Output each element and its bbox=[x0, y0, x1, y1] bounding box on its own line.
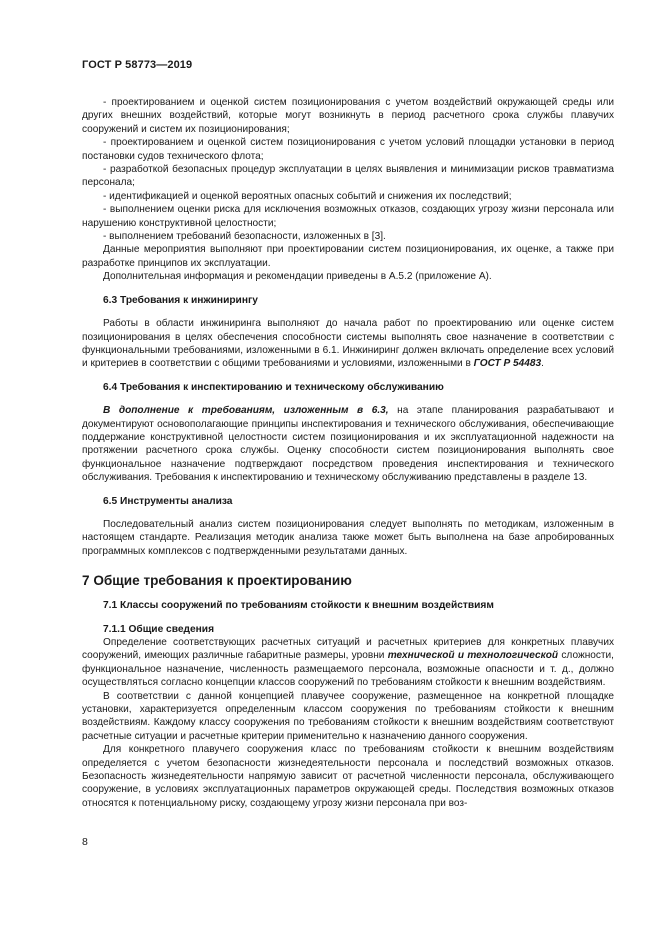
section-7-1-1-title: 7.1.1 Общие сведения bbox=[103, 623, 215, 635]
section-6-3-body: Работы в области инжиниринга выполняют до начала работ по проектированию или оценке систем позиционирования в целях обеспечения способности системы выполнять свое назначение в соответствии с функциональными требованиями, изложенными в 6.1. Инжиниринг должен включать определение всех условий и критериев в соответствии с общими требованиями и условиями, изложенными в bbox=[82, 318, 614, 370]
bullet-item: - выполнением оценки риска для исключения возможных отказов, создающих угрозу жизни персонала или нарушению конструктивной целостности; bbox=[82, 204, 614, 229]
page-content bbox=[82, 96, 614, 810]
paragraph-additional: Дополнительная информация и рекомендации приведены в А.5.2 (приложение А). bbox=[103, 271, 492, 283]
bullet-item: - идентификацией и оценкой вероятных опасных событий и снижения их последствий; bbox=[103, 190, 512, 202]
section-6-3-end: . bbox=[541, 358, 544, 370]
section-7-1-1-p1 bbox=[82, 636, 614, 690]
bullet-item: - разработкой безопасных процедур эксплуатации в целях выявления и минимизации рисков травматизма персонала; bbox=[82, 164, 614, 189]
section-6-4-text bbox=[82, 404, 614, 484]
page-number: 8 bbox=[82, 836, 88, 848]
paragraph-measures: Данные мероприятия выполняют при проектировании систем позиционирования, их оценке, а также при разработке принципов их эксплуатации. bbox=[82, 244, 614, 269]
p1-start: Определение соответствующих расчетных ситуаций и расчетных критериев для конкретных плавучих сооружений, имеющих различные габаритные размеры, уровни bbox=[82, 637, 614, 662]
section-7-title: 7 Общие требования к проектированию bbox=[82, 573, 352, 589]
section-6-4-title: 6.4 Требования к инспектированию и техническому обслуживанию bbox=[103, 381, 444, 393]
bullet-item: - проектированием и оценкой систем позиционирования с учетом условий площадки установки в период постановки судов технического флота; bbox=[82, 137, 614, 162]
section-7-1-title: 7.1 Классы сооружений по требованиям стойкости к внешним воздействиям bbox=[103, 600, 494, 612]
section-6-4-lead: В дополнение к требованиям, изложенным в 6.3, bbox=[103, 405, 389, 417]
standard-reference: ГОСТ Р 54483 bbox=[473, 358, 542, 370]
section-6-5-title: 6.5 Инструменты анализа bbox=[103, 495, 233, 507]
section-7-1-1-p3: Для конкретного плавучего сооружения класс по требованиям стойкости к внешним воздействиям определяется с учетом безопасности жизнедеятельности персонала и последствий возможных отказов. Безопасность жизнедеятельности напрямую зависит от расчетной численности персонала, обслуживающего сооружение, в условиях эксплуатационных параметров окружающей среды. Последствия возможных отказов относятся к потенциальному риску, создающему угрозу жизни персонала при воз- bbox=[82, 744, 614, 809]
section-6-5-text: Последовательный анализ систем позиционирования следует выполнять по методикам, изложенным в настоящем стандарте. Реализация методик анализа также может быть выполнена на базе апробированных программных комплексов с подтвержденными результатами данных. bbox=[82, 518, 614, 557]
bullet-item: - проектированием и оценкой систем позиционирования с учетом воздействий окружающей среды или других внешних воздействий, которые могут возникнуть в период расчетного срока службы плавучих сооружений и систем их позиционирования; bbox=[82, 97, 614, 135]
p1-end: сложности, функциональное назначение, численность размещаемого персонала, возможные опасности и т. д., должно осуществляться согласно концепции классов сооружений по требованиям стойкости к внешним воздействиям. bbox=[82, 650, 614, 689]
p1-emphasis: технической и технологической bbox=[387, 650, 559, 662]
section-6-3-title: 6.3 Требования к инжинирингу bbox=[103, 294, 258, 306]
bullet-item: - выполнением требований безопасности, изложенных в [3]. bbox=[103, 231, 386, 243]
section-6-4-body: на этапе планирования разрабатывают и документируют основополагающие принципы инспектирования и технического обслуживания, обеспечивающие поддержание конструктивной целостности систем позиционирования и их эксплуатационной надежности на протяжении расчетного срока службы. Оценку способности систем позиционирования выполнять свое функциональное назначение подтверждают посредством проведения инспектирования и технического обслуживания. Требования к инспектированию и техническому обслуживанию представлены в разделе 13. bbox=[82, 405, 614, 484]
section-7-1-1-p2: В соответствии с данной концепцией плавучее сооружение, размещенное на конкретной площадке установки, характеризуется определенным классом сооружения по требованиям стойкости к внешним воздействиям. Каждому классу сооружения по требованиям стойкости к внешним воздействиям соответствуют расчетные ситуации и расчетные критерии применительно к назначению данного сооружения. bbox=[82, 690, 614, 742]
section-6-3-text bbox=[82, 317, 614, 371]
document-header: ГОСТ Р 58773—2019 bbox=[82, 59, 193, 71]
